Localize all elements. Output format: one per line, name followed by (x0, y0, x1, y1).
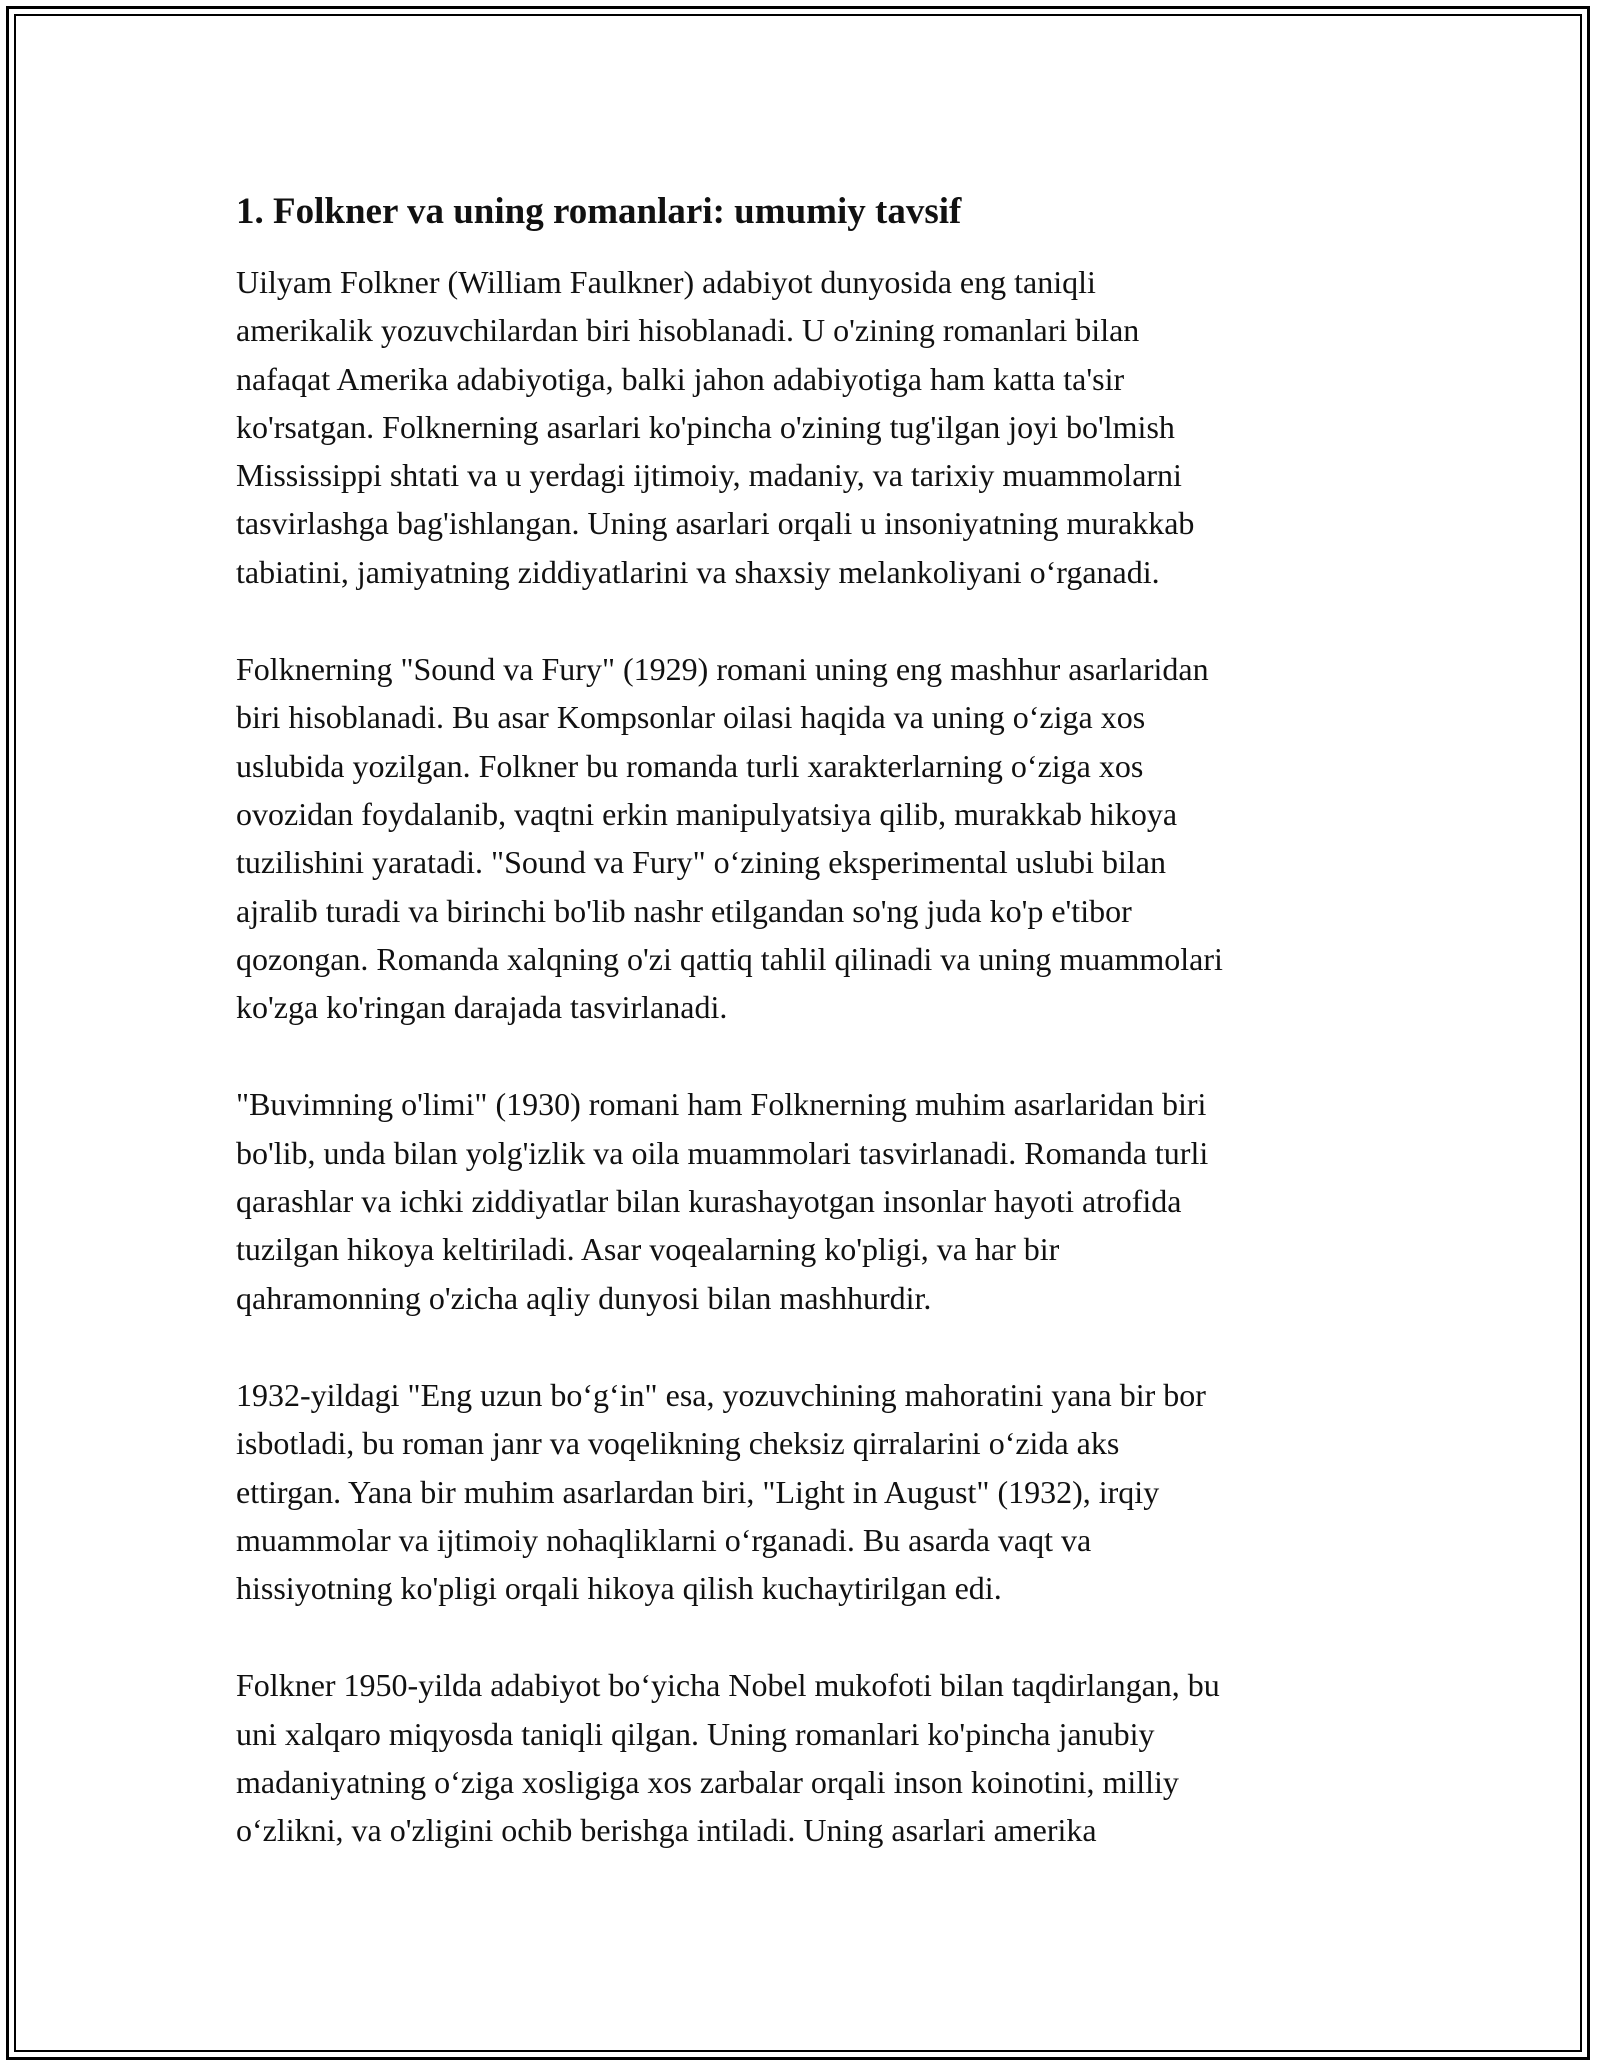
text-line: qozongan. Romanda xalqning o'zi qattiq tahlil qilinadi va uning muammolari (236, 940, 1223, 977)
text-line: ajralib turadi va birinchi bo'lib nashr etilgandan so'ng juda ko'p e'tibor (236, 892, 1132, 929)
text-line: isbotladi, bu roman janr va voqelikning cheksiz qirralarini o‘zida aks (236, 1425, 1120, 1462)
text-line: uni xalqaro miqyosda taniqli qilgan. Uning romanlari ko'pincha janubiy (236, 1715, 1155, 1752)
text-line: biri hisoblanadi. Bu asar Kompsonlar oilasi haqida va uning o‘ziga xos (236, 699, 1146, 736)
text-line: muammolar va ijtimoiy nohaqliklarni o‘rganadi. Bu asarda vaqt va (236, 1521, 1092, 1558)
text-line: tuzilgan hikoya keltiriladi. Asar voqealarning ko'pligi, va har bir (236, 1231, 1060, 1268)
paragraph-sound-and-fury (236, 645, 1376, 1031)
text-line: ko'zga ko'ringan darajada tasvirlanadi. (236, 989, 728, 1026)
text-line: qarashlar va ichki ziddiyatlar bilan kurashayotgan insonlar hayoti atrofida (236, 1183, 1182, 1220)
text-line: tasvirlashga bag'ishlangan. Uning asarlari orqali u insoniyatning murakkab (236, 505, 1195, 542)
text-line: Folknerning "Sound va Fury" (1929) romani uning eng mashhur asarlaridan (236, 651, 1209, 688)
text-line: o‘zlikni, va o'zligini ochib berishga intiladi. Uning asarlari amerika (236, 1812, 1097, 1849)
text-line: amerikalik yozuvchilardan biri hisoblanadi. U o'zining romanlari bilan (236, 312, 1140, 349)
text-line: nafaqat Amerika adabiyotiga, balki jahon adabiyotiga ham katta ta'sir (236, 360, 1125, 397)
text-line: Folkner 1950-yilda adabiyot bo‘yicha Nobel mukofoti bilan taqdirlangan, bu (236, 1667, 1220, 1704)
text-line: hissiyotning ko'pligi orqali hikoya qilish kuchaytirilgan edi. (236, 1570, 1002, 1607)
document-body (236, 188, 1376, 1904)
paragraph-1932 (236, 1371, 1376, 1612)
text-line: tabiatini, jamiyatning ziddiyatlarini va shaxsiy melankoliyani o‘rganadi. (236, 553, 1160, 590)
text-line: uslubida yozilgan. Folkner bu romanda turli xarakterlarning o‘ziga xos (236, 747, 1144, 784)
text-line: "Buvimning o'limi" (1930) romani ham Folknerning muhim asarlaridan biri (236, 1086, 1207, 1123)
paragraph-intro (236, 258, 1376, 596)
text-line: qahramonning o'zicha aqliy dunyosi bilan mashhurdir. (236, 1279, 932, 1316)
text-line: madaniyatning o‘ziga xosligiga xos zarbalar orqali inson koinotini, milliy (236, 1764, 1179, 1801)
text-line: ovozidan foydalanib, vaqtni erkin manipulyatsiya qilib, murakkab hikoya (236, 795, 1178, 832)
text-line: ettirgan. Yana bir muhim asarlardan biri, "Light in August" (1932), irqiy (236, 1473, 1160, 1510)
text-line: Uilyam Folkner (William Faulkner) adabiyot dunyosida eng taniqli (236, 264, 1096, 300)
text-line: Mississippi shtati va u yerdagi ijtimoiy, madaniy, va tarixiy muammolarni (236, 457, 1182, 494)
paragraph-buvimning-olimi (236, 1080, 1376, 1321)
section-heading: 1. Folkner va uning romanlari: umumiy tavsif (236, 191, 962, 232)
text-line: 1932-yildagi "Eng uzun bo‘g‘in" esa, yozuvchining mahoratini yana bir bor (236, 1376, 1206, 1413)
paragraph-nobel (236, 1661, 1376, 1854)
text-line: ko'rsatgan. Folknerning asarlari ko'pincha o'zining tug'ilgan joyi bo'lmish (236, 408, 1175, 445)
text-line: bo'lib, unda bilan yolg'izlik va oila muammolari tasvirlanadi. Romanda turli (236, 1134, 1209, 1171)
text-line: tuzilishini yaratadi. "Sound va Fury" o‘zining eksperimental uslubi bilan (236, 844, 1166, 881)
